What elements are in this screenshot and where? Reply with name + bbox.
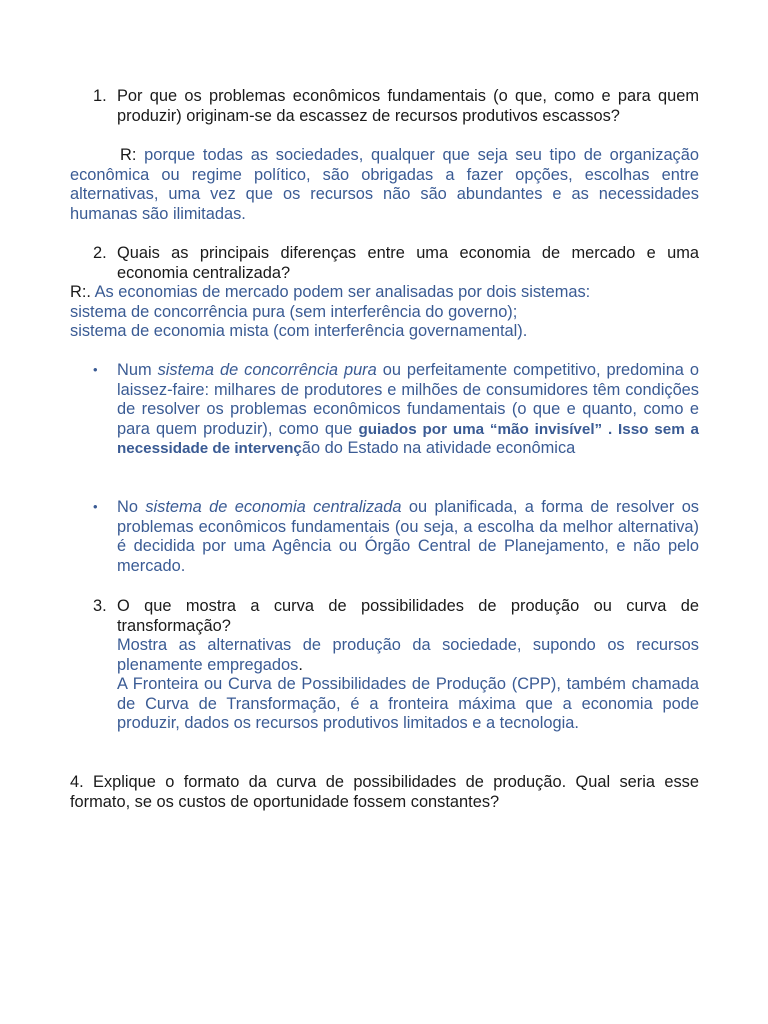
answer-3-part-2 <box>117 675 699 734</box>
question-3-text: O que mostra a curva de possibilidades de produção ou curva de transformação? <box>117 597 699 635</box>
answer-2 <box>70 283 699 342</box>
answer-1 <box>70 146 699 224</box>
bullet-dot-icon: • <box>93 499 98 514</box>
answer-3-part-1 <box>117 636 699 675</box>
bullet-1-bold: guiados por uma “mão invisível” . Isso sem a necessidade de intervenç <box>117 420 700 458</box>
answer-2-lead: As economias de mercado podem ser analisadas por dois sistemas: <box>94 283 591 301</box>
answer-2-prefix: R:. <box>70 283 91 301</box>
bullet-1-end: do Estado na atividade econômica <box>324 439 576 458</box>
bullet-centralized-economy <box>93 498 700 576</box>
question-3 <box>93 597 699 636</box>
question-1 <box>93 87 699 126</box>
bullet-1-pre: Num <box>117 361 152 379</box>
question-2 <box>93 244 699 283</box>
question-4 <box>70 773 699 812</box>
bullet-1-body: ou perfeitamente competitivo, predomina o laissez-faire: milhares de produtores e milhões de consumidores têm condições de resolver os problemas econômicos fundamentais (o que e quanto, como e para quem produzir), como que <box>117 361 699 438</box>
bullet-1-bold-tail: ão <box>301 439 321 458</box>
question-3-number: 3. <box>93 597 107 615</box>
question-1-text: Por que os problemas econômicos fundamentais (o que, como e para quem produzir) originam-se da escassez de recursos produtivos escassos? <box>117 87 699 125</box>
answer-2-line-3: sistema de economia mista (com interferência governamental). <box>70 322 528 341</box>
question-2-number: 2. <box>93 244 107 262</box>
answer-3-text-2: A Fronteira ou Curva de Possibilidades de Produção (CPP), também chamada de Curva de Transformação, é a fronteira máxima que a economia pode produzir, dados os recursos produtivos limitados e a tecnologia. <box>117 675 699 733</box>
answer-3-period: . <box>298 655 303 674</box>
question-2-text: Quais as principais diferenças entre uma economia de mercado e uma economia centralizada? <box>117 244 699 282</box>
question-1-number: 1. <box>93 87 107 105</box>
bullet-2-body: ou planificada, a forma de resolver os problemas econômicos fundamentais (ou seja, a escolha da melhor alternativa) é decidida por uma Agência ou Órgão Central de Planejamento, e não pelo mercado. <box>117 498 700 575</box>
bullet-2-pre: No <box>117 498 138 516</box>
bullet-2-emphasis: sistema de economia centralizada <box>145 498 402 516</box>
answer-1-text: porque todas as sociedades, qualquer que seja seu tipo de organização econômica ou regime político, são obrigadas a fazer opções, escolhas entre alternativas, uma vez que os recursos não são abundantes e as necessidades humanas são ilimitadas. <box>70 146 699 223</box>
answer-3-text-1: Mostra as alternativas de produção da sociedade, supondo os recursos plenamente empregados <box>117 636 699 674</box>
bullet-1-emphasis: sistema de concorrência pura <box>157 361 377 379</box>
bullet-pure-competition <box>93 361 700 459</box>
question-4-text: 4. Explique o formato da curva de possibilidades de produção. Qual seria esse formato, se os custos de oportunidade fossem constantes? <box>70 773 699 811</box>
answer-2-line-2: sistema de concorrência pura (sem interferência do governo); <box>70 302 518 321</box>
answer-1-prefix: R: <box>120 146 137 164</box>
bullet-dot-icon: • <box>93 362 98 377</box>
